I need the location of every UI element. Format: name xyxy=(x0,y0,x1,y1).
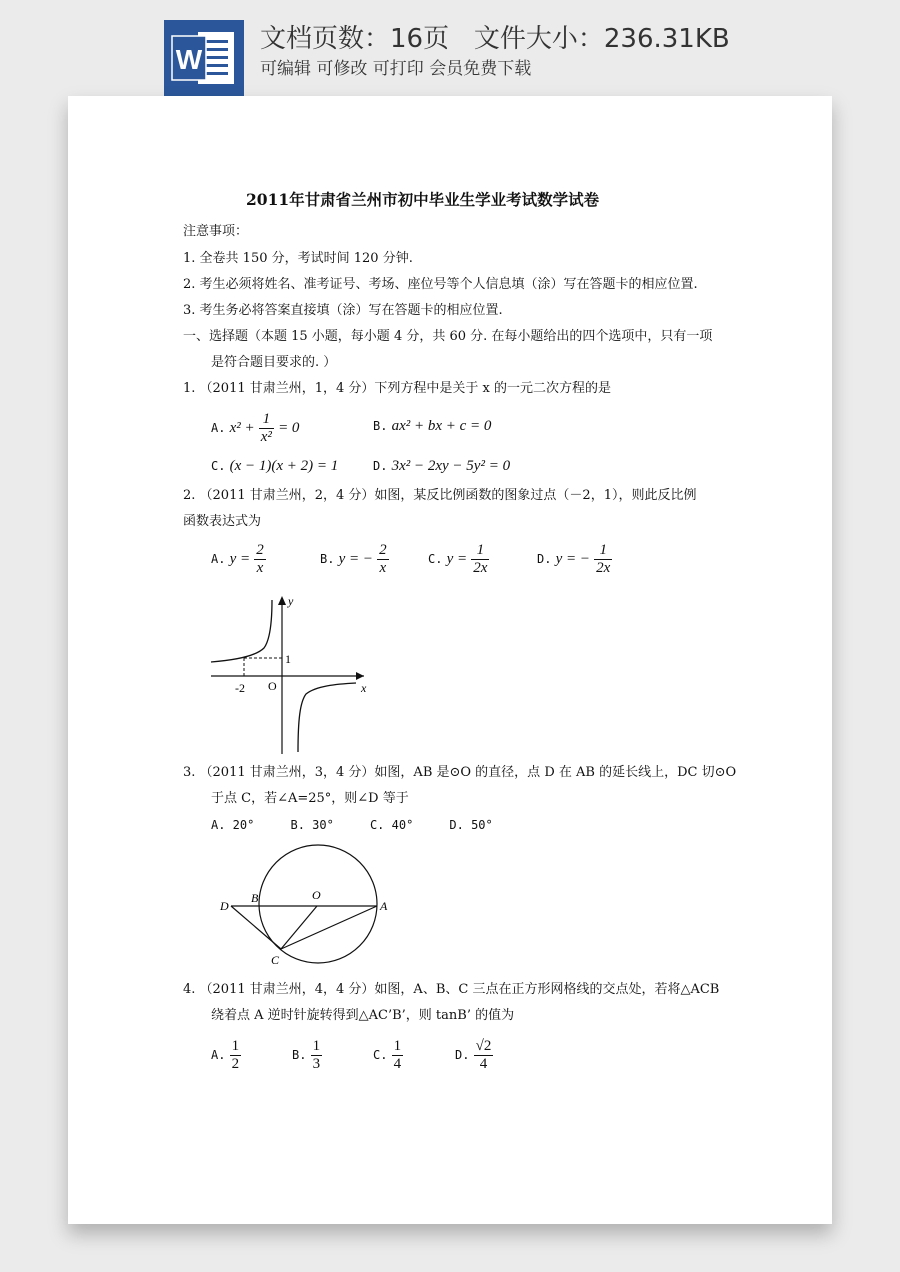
q1-stem: 1. （2011 甘肃兰州，1，4 分）下列方程中是关于 x 的一元二次方程的是 xyxy=(183,381,612,396)
one-label: 1 xyxy=(285,652,291,666)
x-axis-label: x xyxy=(361,681,367,695)
q4-option-d: D. $\frac{√2}{4}$ xyxy=(455,1038,492,1072)
point-c-label: C xyxy=(271,953,280,967)
neg-two-label: -2 xyxy=(235,681,245,695)
document-page xyxy=(68,96,832,1224)
download-header xyxy=(0,0,900,96)
page-title: 2011年甘肃省兰州市初中毕业生学业考试数学试卷 xyxy=(246,190,600,209)
doc-meta-pages-size: 文档页数：16页 文件大小：236.31KB xyxy=(260,24,730,54)
word-document-icon xyxy=(164,20,244,96)
word-logo-letter: W xyxy=(175,44,203,75)
q4-option-a: A. $\frac{1}{2}$ xyxy=(211,1038,240,1072)
notice-item-2: 2. 考生必须将姓名、准考证号、考场、座位号等个人信息填（涂）写在答题卡的相应位置. xyxy=(183,277,698,292)
line-co xyxy=(281,906,317,949)
q3-circle-figure xyxy=(216,844,396,972)
doc-meta-features: 可编辑 可修改 可打印 会员免费下载 xyxy=(260,59,532,79)
y-axis-arrow xyxy=(278,596,286,605)
line-dc xyxy=(231,906,281,949)
q1-option-c: C. (x − 1)(x + 2) = 1 xyxy=(211,458,339,474)
q4-stem-line2: 绕着点 A 逆时针旋转得到△AC’B’，则 tanB’ 的值为 xyxy=(211,1008,515,1023)
section-heading-line1: 一、选择题（本题 15 小题，每小题 4 分，共 60 分. 在每小题给出的四个选项中，只有一项 xyxy=(183,329,713,344)
q3-stem-line2: 于点 C，若∠A=25°，则∠D 等于 xyxy=(211,791,409,806)
q4-option-c: C. $\frac{1}{4}$ xyxy=(373,1038,402,1072)
q2-hyperbola-figure xyxy=(206,592,376,756)
q1-option-a: A. x² + $\frac{1}{\text{x²}}$ = 0 xyxy=(211,411,300,445)
notice-item-3: 3. 考生务必将答案直接填（涂）写在答题卡的相应位置. xyxy=(183,303,503,318)
q2-option-d: D. y = − $\frac{1}{2x}$ xyxy=(537,542,611,576)
q2-stem-line2: 函数表达式为 xyxy=(183,514,262,529)
q2-option-c: C. y = $\frac{1}{2x}$ xyxy=(428,542,488,576)
q4-stem-line1: 4. （2011 甘肃兰州，4，4 分）如图，A、B、C 三点在正方形网格线的交点处，若将△ACB xyxy=(183,982,720,997)
hyperbola-branch-left xyxy=(211,600,272,662)
point-o-label: O xyxy=(312,888,321,902)
q3-stem-line1: 3. （2011 甘肃兰州，3，4 分）如图，AB 是⊙O 的直径，点 D 在 AB 的延长线上，DC 切⊙O xyxy=(183,765,737,780)
point-d-label: D xyxy=(220,899,229,913)
q4-option-b: B. $\frac{1}{3}$ xyxy=(292,1038,321,1072)
point-b-label: B xyxy=(251,891,259,905)
q1-option-d: D. 3x² − 2xy − 5y² = 0 xyxy=(373,458,511,474)
section-heading-line2: 是符合题目要求的. ） xyxy=(211,355,337,370)
q3-options: A. 20° B. 30° C. 40° D. 50° xyxy=(211,818,493,832)
notice-item-1: 1. 全卷共 150 分，考试时间 120 分钟. xyxy=(183,251,413,266)
hyperbola-branch-right xyxy=(298,683,356,752)
x-axis-arrow xyxy=(356,672,364,680)
q2-option-a: A. y = $\frac{2}{x}$ xyxy=(211,542,264,576)
q2-stem-line1: 2. （2011 甘肃兰州，2，4 分）如图，某反比例函数的图象过点（－2，1），则此反比例 xyxy=(183,488,697,503)
y-axis-label: y xyxy=(288,594,294,608)
origin-label: O xyxy=(268,679,277,693)
q1-option-b: B. ax² + bx + c = 0 xyxy=(373,418,492,434)
notice-heading: 注意事项： xyxy=(183,224,249,239)
point-a-label: A xyxy=(380,899,388,913)
q2-option-b: B. y = − $\frac{2}{x}$ xyxy=(320,542,387,576)
